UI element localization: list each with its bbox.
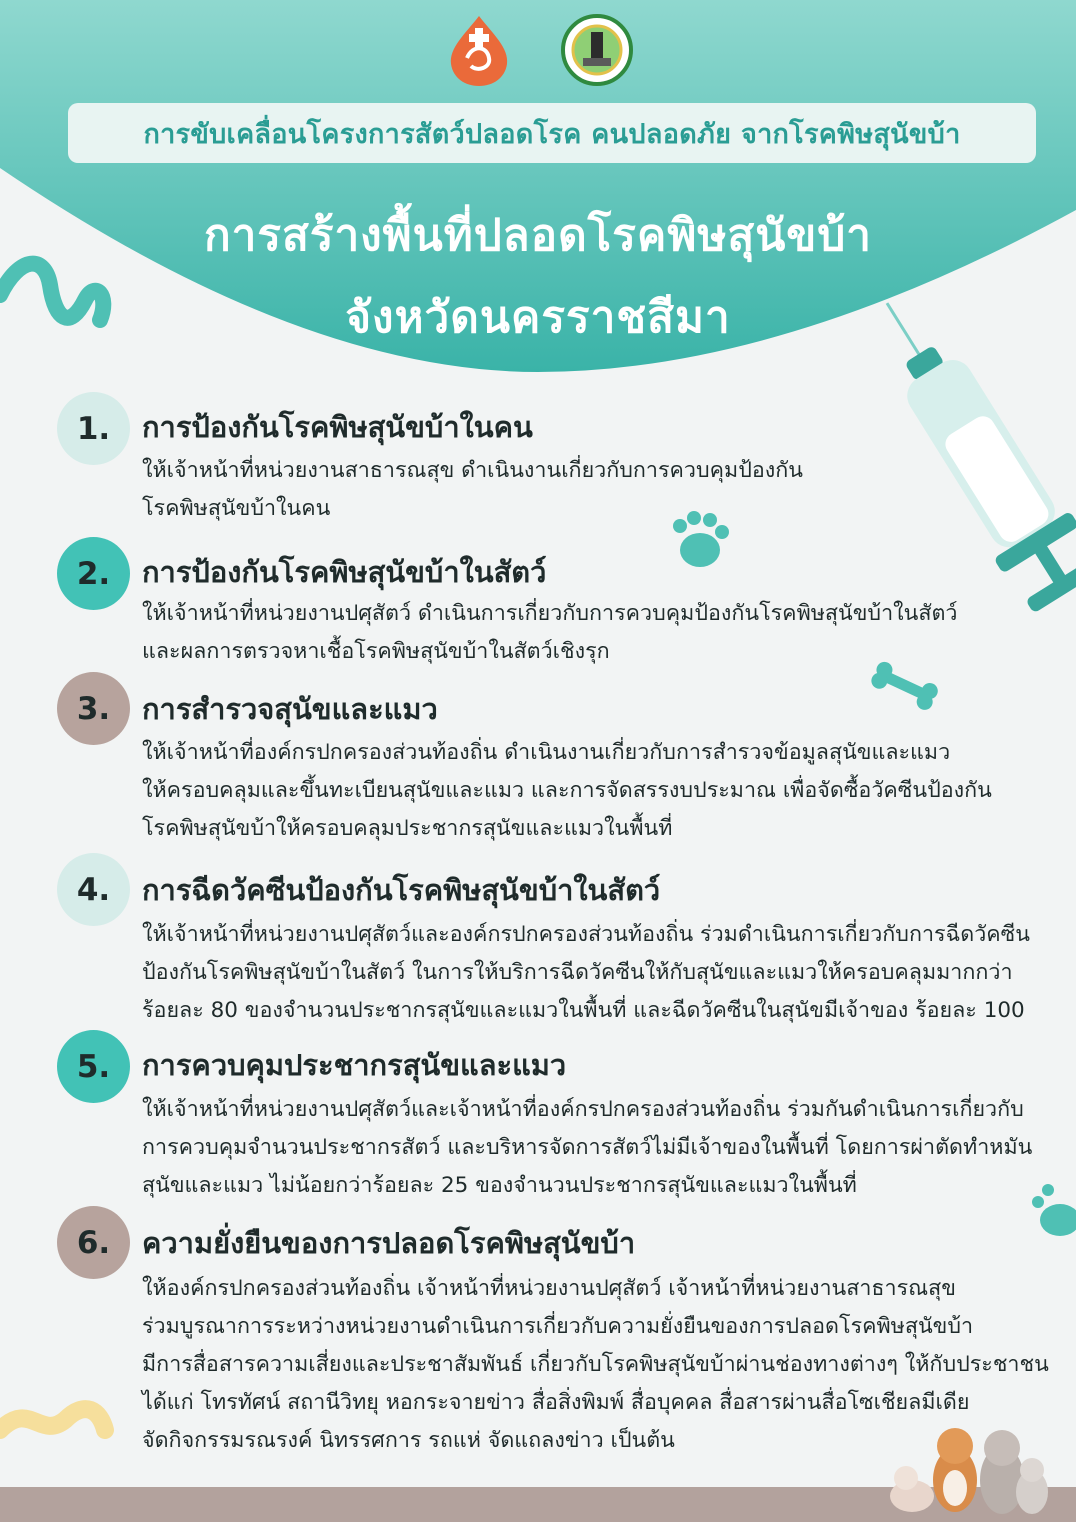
item-body-line: สุนัขและแมว ไม่น้อยกว่าร้อยละ 25 ของจำนวนประชากรสุนัขและแมวในพื้นที่ (142, 1173, 857, 1198)
item-body-line: และผลการตรวจหาเชื้อโรคพิษสุนัขบ้าในสัตว์เชิงรุก (142, 639, 610, 664)
item-body-line: ให้ครอบคลุมและขึ้นทะเบียนสุนัขและแมว และการจัดสรรงบประมาณ เพื่อจัดซื้อวัคซีนป้องกัน (142, 778, 992, 803)
item-body-line: ให้เจ้าหน้าที่หน่วยงานปศุสัตว์และเจ้าหน้าที่องค์กรปกครองส่วนท้องถิ่น ร่วมกันดำเนินการเกี่ยวกับ (142, 1097, 1024, 1122)
item-body-line: จัดกิจกรรมรณรงค์ นิทรรศการ รถแห่ จัดแถลงข่าว เป็นต้น (142, 1428, 675, 1453)
item-number-badge: 6. (57, 1206, 130, 1279)
item-body-line: การควบคุมจำนวนประชากรสัตว์ และบริหารจัดการสัตว์ไม่มีเจ้าของในพื้นที่ โดยการผ่าตัดทำหมัน (142, 1135, 1033, 1160)
banner-text: การขับเคลื่อนโครงการสัตว์ปลอดโรค คนปลอดภัย จากโรคพิษสุนัขบ้า (143, 118, 961, 150)
item-body-line: ให้เจ้าหน้าที่หน่วยงานสาธารณสุข ดำเนินงานเกี่ยวกับการควบคุมป้องกัน (142, 458, 803, 483)
item-body-line: ให้องค์กรปกครองส่วนท้องถิ่น เจ้าหน้าที่หน่วยงานปศุสัตว์ เจ้าหน้าที่หน่วยงานสาธารณสุข (142, 1276, 956, 1301)
title-text: จังหวัดนครราชสีมา (345, 292, 731, 343)
project-banner (68, 103, 1036, 163)
page-title-line-2 (0, 282, 1076, 352)
item-heading: การฉีดวัคซีนป้องกันโรคพิษสุนัขบ้าในสัตว์ (142, 873, 661, 907)
item-body-line: ให้เจ้าหน้าที่หน่วยงานปศุสัตว์ ดำเนินการเกี่ยวกับการควบคุมป้องกันโรคพิษสุนัขบ้าในสัตว์ (142, 601, 958, 626)
page-title-line-1 (0, 200, 1076, 270)
item-body-line: ร่วมบูรณาการระหว่างหน่วยงานดำเนินการเกี่ยวกับความยั่งยืนของการปลอดโรคพิษสุนัขบ้า (142, 1314, 974, 1339)
item-body (142, 1270, 1049, 1460)
item-body-line: มีการสื่อสารความเสี่ยงและประชาสัมพันธ์ เกี่ยวกับโรคพิษสุนัขบ้าผ่านช่องทางต่างๆ ให้กับประชาชน (142, 1352, 1049, 1377)
item-number-badge: 5. (57, 1030, 130, 1103)
item-heading: ความยั่งยืนของการปลอดโรคพิษสุนัขบ้า (142, 1226, 636, 1260)
item-heading: การป้องกันโรคพิษสุนัขบ้าในคน (142, 410, 533, 444)
item-body (142, 734, 992, 848)
item-body (142, 916, 1030, 1030)
item-body-line: ป้องกันโรคพิษสุนัขบ้าในสัตว์ ในการให้บริการฉีดวัคซีนให้กับสุนัขและแมวให้ครอบคลุมมากกว่า (142, 960, 1013, 985)
yellow-squiggle-decoration (0, 1409, 105, 1430)
item-heading: การควบคุมประชากรสุนัขและแมว (142, 1048, 567, 1082)
item-heading: การป้องกันโรคพิษสุนัขบ้าในสัตว์ (142, 555, 547, 589)
paw-decoration-right (1032, 1184, 1076, 1236)
item-body-line: โรคพิษสุนัขบ้าในคน (142, 496, 331, 521)
item-body-line: ได้แก่ โทรทัศน์ สถานีวิทยุ หอกระจายข่าว สื่อสิ่งพิมพ์ สื่อบุคคล สื่อสารผ่านสื่อโซเชียลมีเดีย (142, 1390, 970, 1415)
organization-logo-left (443, 14, 515, 86)
item-body (142, 452, 803, 528)
item-heading: การสำรวจสุนัขและแมว (142, 692, 438, 726)
item-number-badge: 3. (57, 672, 130, 745)
logo-row (0, 14, 1076, 86)
organization-logo-right (561, 14, 633, 86)
item-body-line: โรคพิษสุนัขบ้าให้ครอบคลุมประชากรสุนัขและแมวในพื้นที่ (142, 816, 673, 841)
item-number-badge: 4. (57, 853, 130, 926)
item-body-line: ร้อยละ 80 ของจำนวนประชากรสุนัขและแมวในพื้นที่ และฉีดวัคซีนในสุนัขมีเจ้าของ ร้อยละ 100 (142, 998, 1025, 1023)
item-body-line: ให้เจ้าหน้าที่องค์กรปกครองส่วนท้องถิ่น ดำเนินงานเกี่ยวกับการสำรวจข้อมูลสุนัขและแมว (142, 740, 951, 765)
title-text: การสร้างพื้นที่ปลอดโรคพิษสุนัขบ้า (204, 210, 872, 261)
item-number-badge: 2. (57, 537, 130, 610)
item-body-line: ให้เจ้าหน้าที่หน่วยงานปศุสัตว์และองค์กรปกครองส่วนท้องถิ่น ร่วมดำเนินการเกี่ยวกับการฉีดวัคซีน (142, 922, 1030, 947)
item-body (142, 1091, 1032, 1205)
item-number-badge: 1. (57, 392, 130, 465)
item-body (142, 595, 958, 671)
